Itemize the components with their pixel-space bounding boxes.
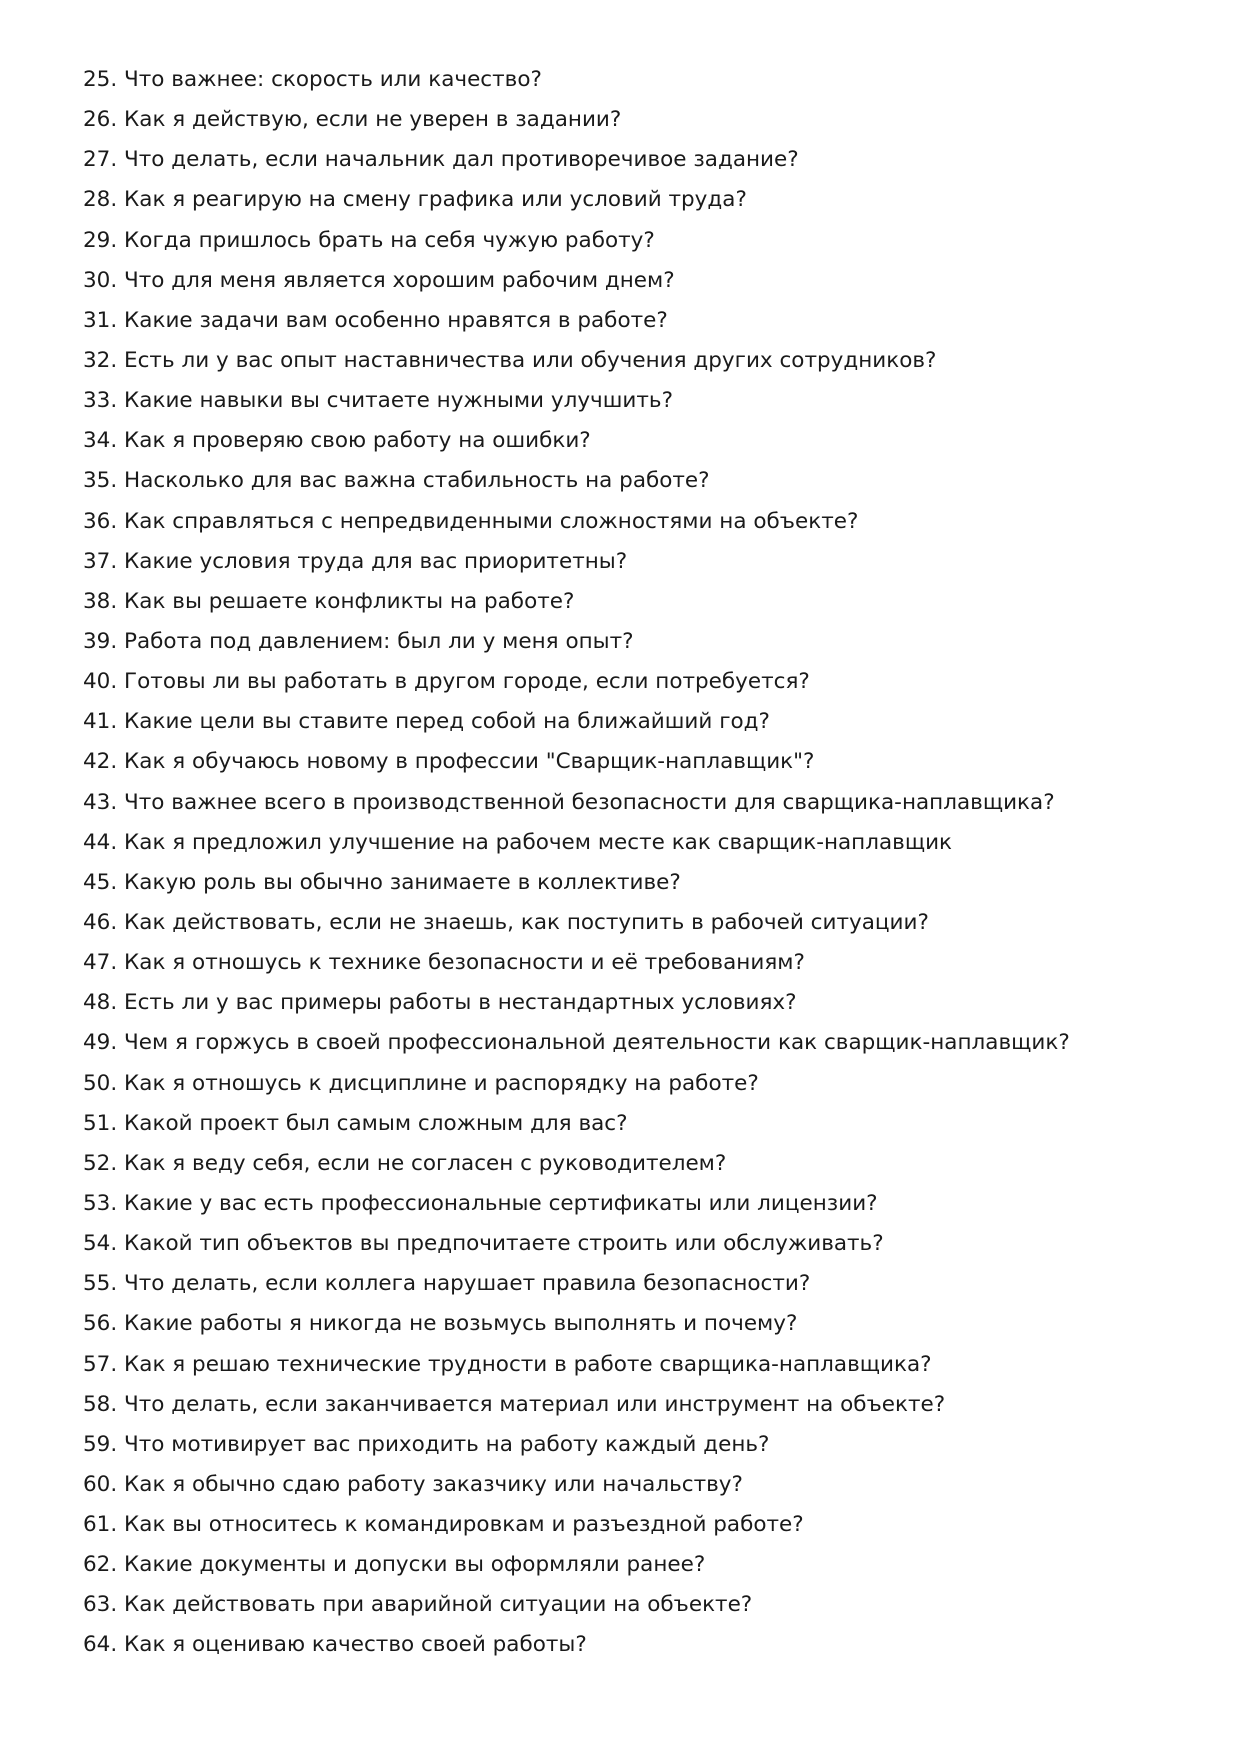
question-item: 37. Какие условия труда для вас приоритетны? (83, 548, 628, 574)
question-item: 54. Какой тип объектов вы предпочитаете строить или обслуживать? (83, 1231, 884, 1257)
question-item: 32. Есть ли у вас опыт наставничества или обучения других сотрудников? (83, 347, 937, 373)
question-item: 48. Есть ли у вас примеры работы в нестандартных условиях? (83, 990, 797, 1016)
question-item: 49. Чем я горжусь в своей профессиональной деятельности как сварщик-наплавщик? (83, 1030, 1070, 1056)
question-item: 38. Как вы решаете конфликты на работе? (83, 588, 575, 614)
question-item: 63. Как действовать при аварийной ситуации на объекте? (83, 1592, 753, 1618)
question-item: 51. Какой проект был самым сложным для вас? (83, 1110, 628, 1136)
question-item: 64. Как я оцениваю качество своей работы? (83, 1632, 587, 1658)
question-item: 55. Что делать, если коллега нарушает правила безопасности? (83, 1271, 811, 1297)
question-item: 44. Как я предложил улучшение на рабочем месте как сварщик-наплавщик (83, 829, 953, 855)
question-item: 39. Работа под давлением: был ли у меня опыт? (83, 628, 634, 654)
question-item: 58. Что делать, если заканчивается материал или инструмент на объекте? (83, 1391, 946, 1417)
question-item: 47. Как я отношусь к технике безопасности и её требованиям? (83, 950, 805, 976)
question-item: 29. Когда пришлось брать на себя чужую работу? (83, 227, 655, 253)
question-item: 35. Насколько для вас важна стабильность на работе? (83, 468, 710, 494)
question-item: 45. Какую роль вы обычно занимаете в коллективе? (83, 869, 681, 895)
question-item: 46. Как действовать, если не знаешь, как поступить в рабочей ситуации? (83, 909, 929, 935)
question-item: 62. Какие документы и допуски вы оформляли ранее? (83, 1552, 706, 1578)
question-item: 33. Какие навыки вы считаете нужными улучшить? (83, 388, 674, 414)
question-list (83, 60, 1070, 1666)
question-item: 61. Как вы относитесь к командировкам и разъездной работе? (83, 1512, 804, 1538)
question-item: 26. Как я действую, если не уверен в задании? (83, 107, 622, 133)
question-item: 25. Что важнее: скорость или качество? (83, 67, 542, 92)
question-item: 31. Какие задачи вам особенно нравятся в работе? (83, 307, 668, 333)
question-item: 30. Что для меня является хорошим рабочим днем? (83, 267, 675, 293)
question-item: 60. Как я обычно сдаю работу заказчику или начальству? (83, 1471, 743, 1497)
question-item: 52. Как я веду себя, если не согласен с руководителем? (83, 1150, 727, 1176)
question-item: 59. Что мотивирует вас приходить на работу каждый день? (83, 1431, 770, 1457)
question-item: 57. Как я решаю технические трудности в работе сварщика-наплавщика? (83, 1351, 932, 1377)
question-item: 50. Как я отношусь к дисциплине и распорядку на работе? (83, 1070, 759, 1096)
question-item: 40. Готовы ли вы работать в другом городе, если потребуется? (83, 669, 810, 695)
question-item: 42. Как я обучаюсь новому в профессии "Сварщик-наплавщик"? (83, 749, 815, 775)
question-item: 56. Какие работы я никогда не возьмусь выполнять и почему? (83, 1311, 798, 1337)
question-item: 27. Что делать, если начальник дал противоречивое задание? (83, 147, 799, 173)
question-item: 34. Как я проверяю свою работу на ошибки? (83, 428, 591, 454)
question-item: 36. Как справляться с непредвиденными сложностями на объекте? (83, 508, 859, 534)
question-item: 43. Что важнее всего в производственной безопасности для сварщика-наплавщика? (83, 789, 1055, 815)
question-item: 28. Как я реагирую на смену графика или условий труда? (83, 187, 747, 213)
question-item: 53. Какие у вас есть профессиональные сертификаты или лицензии? (83, 1190, 878, 1216)
question-item: 41. Какие цели вы ставите перед собой на ближайший год? (83, 709, 770, 735)
